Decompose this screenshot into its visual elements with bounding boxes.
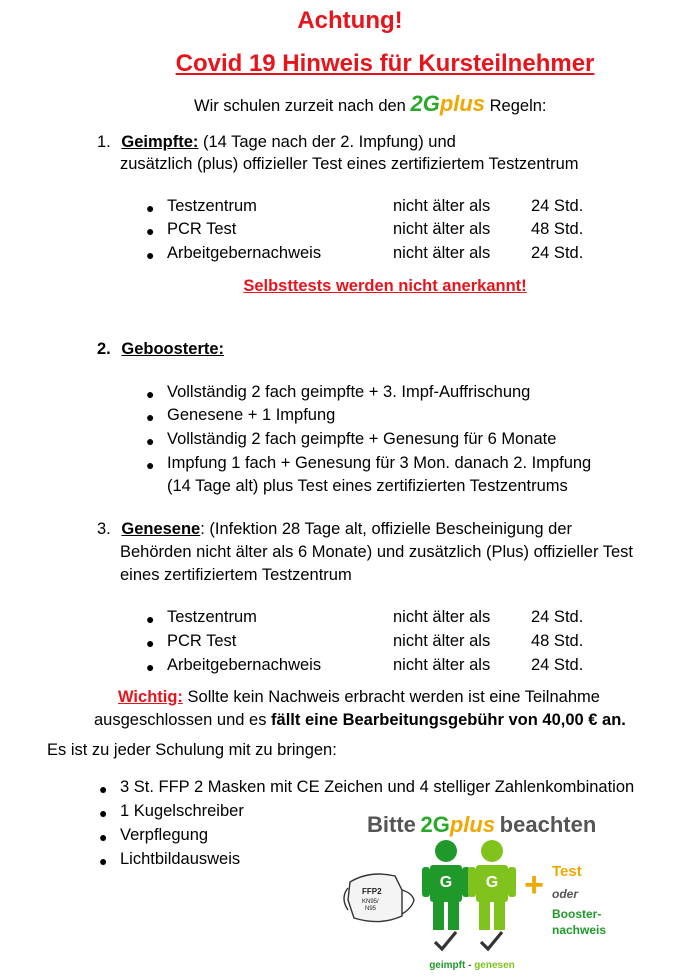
checkmark-icon	[481, 932, 502, 949]
mask-label-1: FFP2	[362, 887, 382, 896]
bullet-icon: ●	[146, 611, 155, 627]
bullet-icon: ●	[146, 659, 155, 675]
badge-prefix: Bitte	[367, 812, 416, 837]
section2-heading-line	[97, 340, 224, 359]
test-age: 24 Std.	[531, 197, 584, 215]
booster-label-2: nachweis	[552, 923, 607, 937]
badge-caption	[429, 960, 515, 971]
test-age: 48 Std.	[531, 220, 584, 238]
bullet-icon: ●	[146, 433, 155, 449]
section1-heading: Geimpfte:	[121, 133, 199, 151]
test-condition: nicht älter als	[393, 244, 491, 262]
list-item: Genesene + 1 Impfung	[167, 406, 336, 424]
notice-text-plain: ausgeschlossen und es	[94, 711, 267, 729]
test-condition: nicht älter als	[393, 220, 491, 238]
badge-suffix: beachten	[499, 812, 597, 837]
booster-label-1: Booster-	[552, 907, 602, 921]
list-item: 3 St. FFP 2 Masken mit CE Zeichen und 4 stelliger Zahlenkombination	[120, 778, 635, 796]
person-letter: G	[439, 874, 453, 891]
notice-line1	[118, 688, 600, 707]
section1-number: 1.	[97, 133, 111, 151]
badge-graphic	[340, 838, 650, 977]
test-name: Testzentrum	[167, 197, 257, 215]
badge-plus: plus	[449, 812, 496, 837]
list-item: Verpflegung	[120, 826, 209, 844]
list-item: Impfung 1 fach + Genesung für 3 Mon. danach 2. Impfung	[167, 454, 592, 472]
caption-vaccinated: geimpft	[429, 960, 466, 971]
list-item: Vollständig 2 fach geimpfte + Genesung für 6 Monate	[167, 430, 557, 448]
page-subtitle: Covid 19 Hinweis für Kursteilnehmer	[175, 50, 595, 77]
test-name: PCR Test	[167, 632, 237, 650]
test-age: 48 Std.	[531, 632, 584, 650]
section2-heading: Geboosterte:	[121, 340, 225, 358]
list-item-continuation: (14 Tage alt) plus Test eines zertifizierten Testzentrums	[167, 477, 568, 495]
person-recovered-icon	[468, 840, 516, 930]
bullet-icon: ●	[146, 409, 155, 425]
test-label: Test	[552, 863, 582, 880]
section3-text-line2: Behörden nicht älter als 6 Monate) und zusätzlich (Plus) offizieller Test	[120, 543, 633, 561]
test-name: Testzentrum	[167, 608, 257, 626]
bullet-icon: ●	[146, 457, 155, 473]
list-item: Lichtbildausweis	[120, 850, 241, 868]
caption-recovered: genesen	[474, 960, 515, 971]
notice-line2	[94, 711, 626, 730]
bullet-icon: ●	[146, 200, 155, 216]
bullet-icon: ●	[146, 635, 155, 651]
or-label: oder	[552, 887, 579, 901]
caption-dash: -	[465, 960, 475, 971]
person-vaccinated-icon	[422, 840, 470, 930]
badge-title	[367, 812, 596, 838]
page-title: Achtung!	[297, 7, 403, 34]
section3-text-line3: eines zertifiziertem Testzentrum	[120, 566, 352, 584]
brand-2g: 2G	[410, 91, 440, 116]
mask-label-2: KN95/	[362, 899, 379, 905]
test-name: Arbeitgebernachweis	[167, 656, 322, 674]
test-condition: nicht älter als	[393, 608, 491, 626]
bullet-icon: ●	[99, 829, 108, 845]
section1-heading-line	[97, 133, 456, 152]
section3-number: 3.	[97, 520, 111, 538]
bullet-icon: ●	[99, 805, 108, 821]
test-name: Arbeitgebernachweis	[167, 244, 322, 262]
section1-text-line1: (14 Tage nach der 2. Impfung) und	[202, 133, 456, 151]
person-letter: G	[485, 874, 499, 891]
bullet-icon: ●	[146, 247, 155, 263]
bring-heading: Es ist zu jeder Schulung mit zu bringen:	[47, 741, 337, 759]
notice-fee: fällt eine Bearbeitungsgebühr von 40,00 € an.	[271, 711, 626, 729]
bullet-icon: ●	[146, 386, 155, 402]
test-age: 24 Std.	[531, 244, 584, 262]
notice-text: Sollte kein Nachweis erbracht werden ist eine Teilnahme	[187, 688, 600, 706]
brand-plus: plus	[439, 91, 486, 116]
bullet-icon: ●	[99, 853, 108, 869]
section1-text-line2: zusätzlich (plus) offizieller Test eines zertifiziertem Testzentrum	[120, 155, 579, 173]
intro-line	[194, 91, 547, 117]
test-condition: nicht älter als	[393, 197, 491, 215]
section3-text-line1: : (Infektion 28 Tage alt, offizielle Bescheinigung der	[200, 520, 573, 538]
test-age: 24 Std.	[531, 656, 584, 674]
list-item: 1 Kugelschreiber	[120, 802, 244, 820]
checkmark-icon	[435, 932, 456, 949]
mask-label-3: N95	[365, 906, 377, 912]
notice-label: Wichtig:	[118, 688, 183, 706]
plus-sign-icon: +	[524, 866, 544, 904]
intro-suffix: Regeln:	[489, 97, 547, 115]
badge-2g: 2G	[420, 812, 450, 837]
test-condition: nicht älter als	[393, 656, 491, 674]
selftest-warning: Selbsttests werden nicht anerkannt!	[243, 277, 527, 295]
bullet-icon: ●	[99, 781, 108, 797]
bullet-icon: ●	[146, 223, 155, 239]
list-item: Vollständig 2 fach geimpfte + 3. Impf-Auffrischung	[167, 383, 531, 401]
section3-heading-line	[97, 520, 572, 539]
test-condition: nicht älter als	[393, 632, 491, 650]
intro-prefix: Wir schulen zurzeit nach den	[194, 97, 406, 115]
test-age: 24 Std.	[531, 608, 584, 626]
test-name: PCR Test	[167, 220, 237, 238]
section2-number: 2.	[97, 340, 111, 358]
section3-heading: Genesene	[121, 520, 201, 538]
mask-icon	[344, 874, 414, 922]
